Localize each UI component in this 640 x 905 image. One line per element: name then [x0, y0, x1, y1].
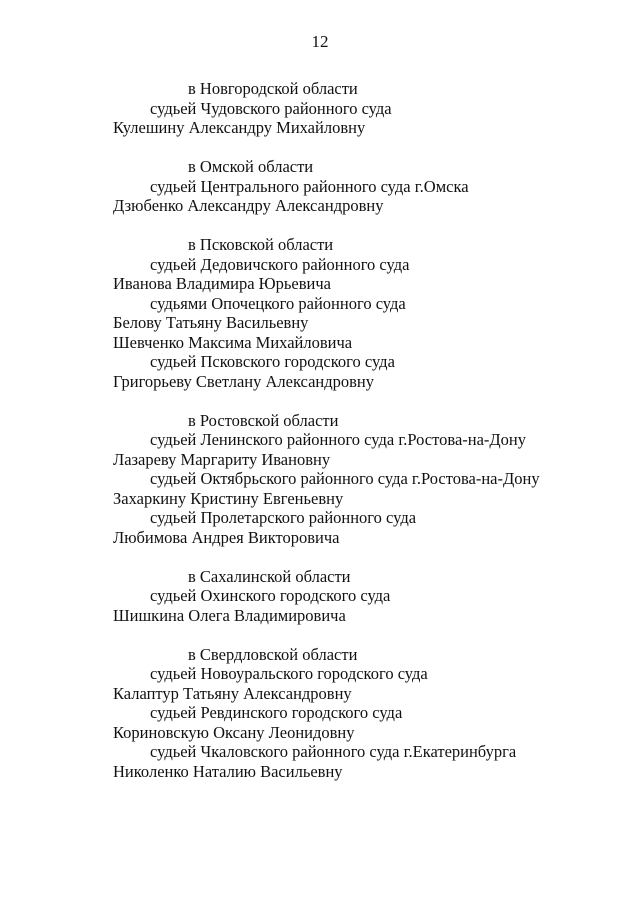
section-spacer [0, 547, 640, 567]
judge-name-line: Николенко Наталию Васильевну [113, 761, 343, 781]
region-heading: в Сахалинской области [188, 566, 351, 586]
region-section [0, 157, 640, 216]
region-heading: в Ростовской области [188, 410, 339, 430]
judge-name-line: Белову Татьяну Васильевну [113, 313, 309, 332]
court-appointment-line: судьей Ленинского районного суда г.Ростова-на-Дону [150, 430, 526, 449]
judge-name-line: Лазареву Маргариту Ивановну [113, 449, 331, 469]
region-heading: в Свердловской области [188, 644, 358, 664]
region-section [0, 235, 640, 391]
section-spacer [0, 138, 640, 158]
region-section [0, 567, 640, 626]
judge-name-line: Кулешину Александру Михайловну [113, 118, 366, 137]
section-spacer [0, 625, 640, 645]
court-appointment-line: судьей Чкаловского районного суда г.Екатеринбурга [150, 742, 517, 761]
court-appointment-line: судьей Новоуральского городского суда [150, 664, 428, 683]
judge-name-line: Любимова Андрея Викторовича [113, 527, 340, 547]
document-body [0, 79, 640, 781]
judge-name-line: Дзюбенко Александру Александровну [113, 196, 384, 215]
court-appointment-line: судьей Октябрьского районного суда г.Ростова-на-Дону [150, 469, 540, 488]
court-appointment-line: судьей Пролетарского районного суда [150, 508, 417, 527]
region-heading: в Новгородской области [188, 79, 358, 98]
judge-name-line: Иванова Владимира Юрьевича [113, 274, 331, 293]
judge-name-line: Калаптур Татьяну Александровну [113, 683, 352, 703]
court-appointment-line: судьей Охинского городского суда [150, 586, 391, 605]
judge-name-line: Шевченко Максима Михайловича [113, 332, 353, 352]
judge-name-line: Григорьеву Светлану Александровну [113, 371, 374, 391]
judge-name-line: Захаркину Кристину Евгеньевну [113, 488, 344, 508]
region-section [0, 645, 640, 782]
section-spacer [0, 391, 640, 411]
judge-name-line: Кориновскую Оксану Леонидовну [113, 722, 355, 742]
court-appointment-line: судьей Чудовского районного суда [150, 98, 392, 118]
judge-name-line: Шишкина Олега Владимировича [113, 605, 346, 625]
page-number: 12 [311, 32, 329, 51]
court-appointment-line: судьями Опочецкого районного суда [150, 293, 406, 313]
region-section [0, 79, 640, 138]
region-heading: в Омской области [188, 157, 314, 176]
court-appointment-line: судьей Центрального районного суда г.Омска [150, 176, 469, 196]
court-appointment-line: судьей Ревдинского городского суда [150, 703, 403, 722]
court-appointment-line: судьей Псковского городского суда [150, 352, 395, 371]
court-appointment-line: судьей Дедовичского районного суда [150, 254, 410, 274]
region-section [0, 411, 640, 548]
section-spacer [0, 216, 640, 236]
region-heading: в Псковской области [188, 235, 334, 254]
